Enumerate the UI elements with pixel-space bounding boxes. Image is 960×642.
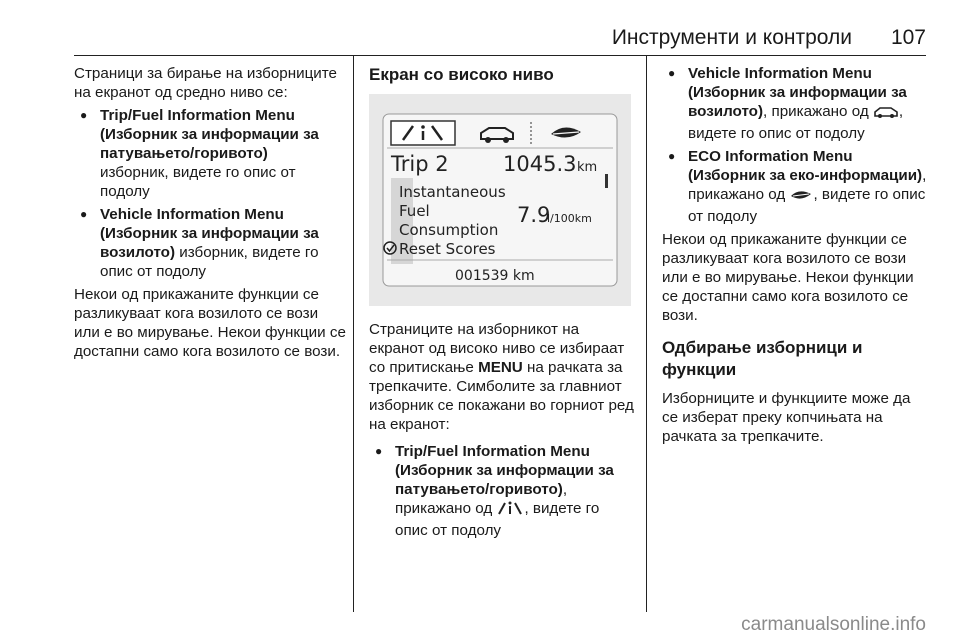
fuel-value: 7.9	[517, 203, 551, 227]
list-item	[74, 205, 346, 281]
menu-line-2: Fuel	[399, 202, 430, 220]
item-text: , прикажано од	[763, 103, 873, 120]
list-item	[74, 106, 346, 201]
list-item	[662, 147, 928, 226]
item-text-end: , видете го опис от подолу	[395, 500, 600, 539]
vehicle-symbol-icon	[873, 105, 899, 124]
column-divider-1	[353, 55, 354, 612]
reset-scores: Reset Scores	[399, 240, 496, 258]
column-3	[662, 64, 928, 446]
item-bold: Trip/Fuel Information Menu (Изборник за информации за патувањето/горивото)	[100, 107, 319, 162]
column-divider-2	[646, 55, 647, 612]
intro-paragraph: Страници за бирање на изборниците на екранот од средно ниво се:	[74, 65, 338, 101]
trip-fuel-symbol-icon	[496, 500, 524, 521]
item-text-end: , видете го опис от подолу	[688, 103, 904, 142]
eco-symbol-icon	[789, 188, 813, 207]
item-text-end: , видете го опис от подолу	[688, 186, 926, 225]
note-paragraph: Некои од прикажаните функции се разликуваат кога возилото се вози или е во мирување. Некои функции се достапни само кога возилото се вози.	[662, 231, 914, 324]
item-bold: Trip/Fuel Information Menu (Изборник за информации за патувањето/горивото)	[395, 443, 614, 498]
item-bold: Vehicle Information Menu (Изборник за информации за возилото)	[100, 206, 319, 261]
odometer-value: 001539 km	[455, 268, 535, 284]
item-bold: ECO Information Menu (Изборник за еко-информации)	[688, 148, 923, 184]
menu-line-3: Consumption	[399, 221, 499, 239]
item-text: изборник, видете го опис от подолу	[100, 164, 296, 200]
trip-fuel-menu-icon	[391, 121, 455, 145]
trip-unit: km	[577, 160, 598, 175]
page-header-title: Инструменти и контроли	[611, 26, 852, 49]
menu-list-2	[369, 442, 634, 540]
menu-line-1: Instantaneous	[399, 183, 506, 201]
menu-button-label: MENU	[478, 359, 523, 376]
list-item	[662, 64, 928, 143]
item-text: , прикажано од	[688, 167, 927, 203]
trip-value: 1045.3	[503, 152, 577, 176]
section-heading: Екран со високо ниво	[369, 65, 554, 84]
note-paragraph: Некои од прикажаните функции се разликуваат кога возилото се вози или е во мирување. Некои функции се достапни само кога возилото се вози.	[74, 286, 346, 360]
menu-list-1	[74, 106, 346, 281]
item-bold: Vehicle Information Menu (Изборник за информации за возилото)	[688, 65, 907, 120]
page-number: 107	[890, 26, 926, 49]
paragraph-text-end: на рачката за трепкачите. Симболите за главниот изборник се покажани во горниот ред на екранот:	[369, 359, 634, 433]
paragraph-text: Страниците на изборникот на екранот од високо ниво се избираат со притискање	[369, 321, 625, 376]
section-heading: Одбирање изборници и функции	[662, 338, 863, 379]
menu-list-3	[662, 64, 928, 226]
display-illustration	[369, 94, 631, 306]
display-screen	[369, 94, 631, 306]
item-text: , прикажано од	[395, 481, 568, 517]
header-rule	[74, 55, 926, 56]
menu-paragraph	[369, 320, 634, 434]
selection-paragraph: Изборниците и функциите може да се изберат преку копчињата на рачката за трепкачите.	[662, 390, 911, 445]
list-item	[369, 442, 634, 540]
column-1	[74, 64, 346, 361]
fuel-unit: l/100km	[547, 212, 592, 225]
trip-label: Trip 2	[391, 152, 449, 176]
watermark: carmanualsonline.info	[741, 614, 926, 635]
item-text: изборник, видете го опис от подолу	[100, 244, 319, 280]
column-2	[369, 64, 634, 544]
